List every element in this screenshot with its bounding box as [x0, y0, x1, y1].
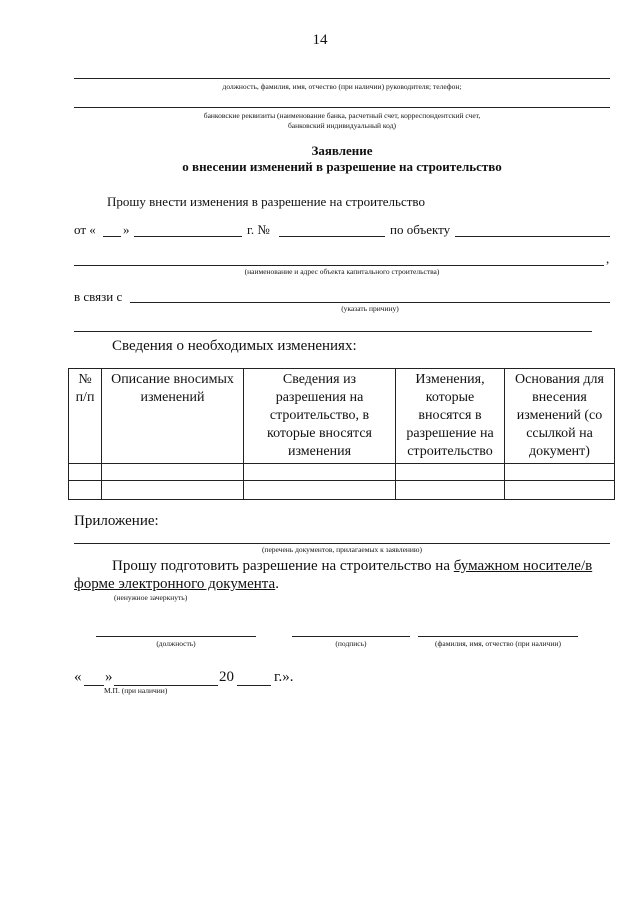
- table-header-description: Описание вносимых изменений: [102, 369, 244, 464]
- table-cell[interactable]: [102, 464, 244, 481]
- object-field[interactable]: [455, 236, 610, 237]
- object-caption: (наименование и адрес объекта капитального строительства): [244, 267, 440, 276]
- signature-caption: (подпись): [335, 639, 367, 648]
- table-cell[interactable]: [505, 481, 615, 500]
- table-cell[interactable]: [505, 464, 615, 481]
- table-cell[interactable]: [396, 464, 505, 481]
- table-header-changes: Изменения, которые вносятся в разрешение на строительство: [396, 369, 505, 464]
- day-field[interactable]: [103, 236, 121, 237]
- page-number: 14: [312, 32, 328, 48]
- from-label: от «: [74, 222, 96, 237]
- prepare-line-1: [112, 557, 612, 575]
- prepare-text: Прошу подготовить разрешение на строительство на: [112, 558, 454, 574]
- table-cell[interactable]: [396, 481, 505, 500]
- appendix-field[interactable]: [74, 543, 610, 544]
- head-info-line: [74, 78, 610, 79]
- name-caption: (фамилия, имя, отчество (при наличии): [435, 639, 561, 648]
- date-close: »: [105, 669, 113, 685]
- appendix-caption: (перечень документов, прилагаемых к заявлению): [261, 545, 423, 554]
- table-row: [69, 464, 615, 481]
- document-subtitle: о внесении изменений в разрешение на строительство: [182, 159, 502, 174]
- table-cell[interactable]: [69, 464, 102, 481]
- date-year-field[interactable]: [237, 685, 271, 686]
- date-century: 20: [219, 669, 234, 685]
- signature-field[interactable]: [292, 636, 410, 637]
- changes-table: [68, 368, 615, 500]
- reason-field-continued[interactable]: [74, 331, 592, 332]
- table-header-row: [69, 369, 615, 464]
- date-year-suffix: г.».: [274, 669, 294, 685]
- object-label: по объекту: [390, 222, 451, 237]
- reason-caption: (указать причину): [341, 304, 399, 313]
- request-text: Прошу внести изменения в разрешение на строительство: [107, 194, 425, 209]
- permit-number-field[interactable]: [279, 236, 385, 237]
- month-field[interactable]: [134, 236, 242, 237]
- prepare-period: .: [275, 576, 279, 592]
- table-cell[interactable]: [244, 481, 396, 500]
- prepare-line-2: [74, 575, 279, 593]
- table-row: [69, 481, 615, 500]
- table-header-permit-info: Сведения из разрешения на строительство, в которые вносятся изменения: [244, 369, 396, 464]
- changes-heading: Сведения о необходимых изменениях:: [112, 338, 357, 354]
- document-title: Заявление: [311, 143, 373, 158]
- reason-label: в связи с: [74, 289, 123, 304]
- bank-info-caption-1: банковские реквизиты (наименование банка, расчетный счет, корреспондентский счет,: [203, 111, 481, 120]
- reason-field[interactable]: [130, 302, 610, 303]
- date-day-field[interactable]: [84, 685, 104, 686]
- strike-caption: (ненужное зачеркнуть): [114, 593, 188, 602]
- stamp-caption: М.П. (при наличии): [104, 686, 168, 695]
- table-cell[interactable]: [102, 481, 244, 500]
- table-header-grounds: Основания для внесения изменений (со ссылкой на документ): [505, 369, 615, 464]
- bank-info-line: [74, 107, 610, 108]
- quote-close: »: [123, 222, 130, 237]
- date-open: «: [74, 669, 82, 685]
- name-field[interactable]: [418, 636, 578, 637]
- position-caption: (должность): [156, 639, 196, 648]
- year-number-label: г. №: [247, 222, 270, 237]
- table-cell[interactable]: [244, 464, 396, 481]
- paper-option[interactable]: бумажном носителе/в: [453, 558, 593, 574]
- table-cell[interactable]: [69, 481, 102, 500]
- table-header-number: № п/п: [69, 369, 102, 464]
- object-address-field[interactable]: [74, 265, 604, 266]
- bank-info-caption-2: банковский индивидуальный код): [287, 121, 397, 130]
- head-info-caption: должность, фамилия, имя, отчество (при наличии) руководителя; телефон;: [222, 82, 462, 91]
- object-comma: ,: [606, 251, 610, 266]
- appendix-label: Приложение:: [74, 513, 159, 529]
- electronic-option[interactable]: форме электронного документа: [74, 576, 276, 592]
- position-field[interactable]: [96, 636, 256, 637]
